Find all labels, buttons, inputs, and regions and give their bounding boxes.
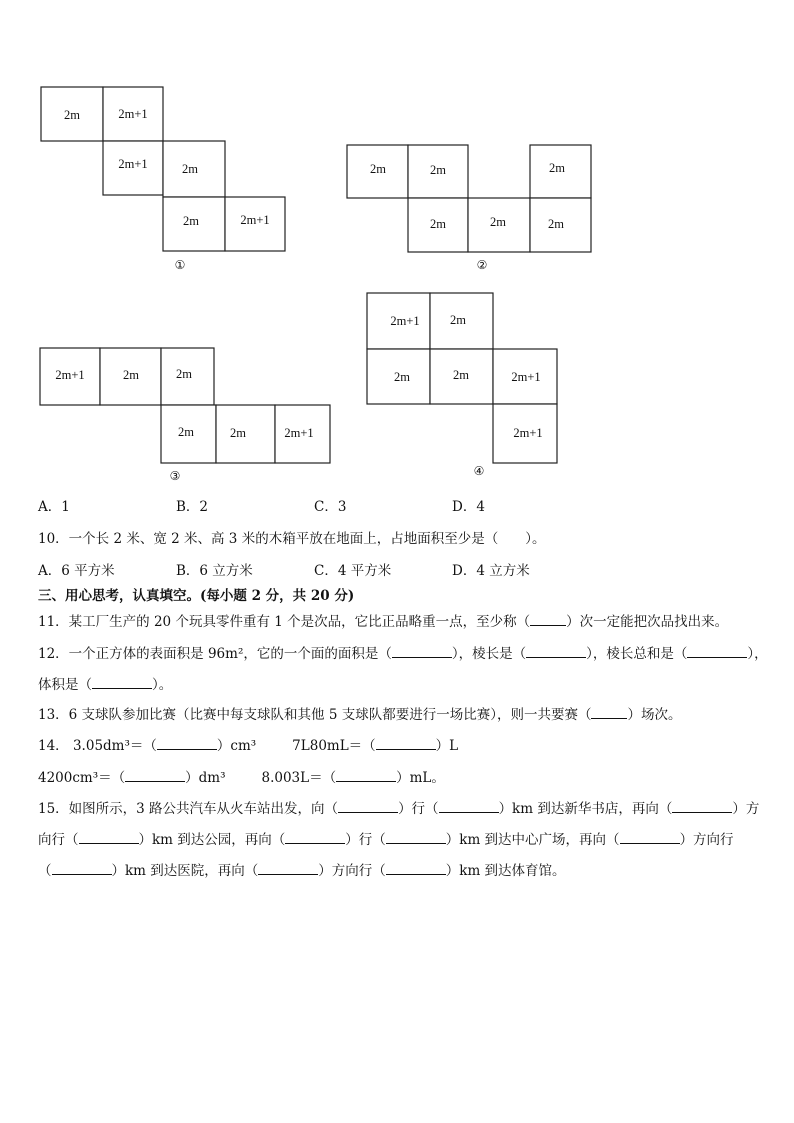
q15-text: ）km 到达公园，再向（ xyxy=(138,832,286,848)
q15-text: ）行（ xyxy=(398,801,439,817)
net-1-cell: 2m xyxy=(182,162,198,176)
q14-blank-3[interactable] xyxy=(125,769,185,782)
q15-text: ）行（ xyxy=(345,832,386,848)
q11 xyxy=(38,612,728,632)
q12-text-d: ）， xyxy=(747,646,768,662)
net-1-cell: 2m+1 xyxy=(240,213,270,227)
q15-text: ）km 到达体育馆。 xyxy=(445,863,566,879)
q12-text-b: ），棱长是（ xyxy=(451,646,527,662)
q15-blank[interactable] xyxy=(258,862,318,875)
net-3-cell: 2m+1 xyxy=(55,368,85,382)
q15-line-1 xyxy=(38,799,759,819)
q12-text-a: 12．一个正方体的表面积是 96m²，它的一个面的面积是（ xyxy=(38,646,392,662)
q12-blank-edge[interactable] xyxy=(526,645,586,658)
net-4-cell: 2m xyxy=(394,370,410,384)
q13-text-b: ）场次。 xyxy=(627,707,682,723)
q15-text: ）方向行（ xyxy=(318,863,386,879)
q14-text-f: ）dm³ xyxy=(185,770,226,786)
q15-blank[interactable] xyxy=(79,831,139,844)
q15-text: 15．如图所示，3 路公共汽车从火车站出发，向（ xyxy=(38,801,339,817)
net-3-cell: 2m xyxy=(178,425,194,439)
q15-text: 向行（ xyxy=(38,832,79,848)
q15-blank[interactable] xyxy=(672,800,732,813)
q14-blank-4[interactable] xyxy=(336,769,396,782)
q12-line-1 xyxy=(38,644,768,664)
q14-line-1 xyxy=(38,736,458,756)
q9-option-c[interactable]: C．3 xyxy=(314,499,347,515)
cube-nets-figure xyxy=(0,0,794,490)
net-1-cell: 2m+1 xyxy=(118,157,148,171)
q9-option-d[interactable]: D．4 xyxy=(452,499,485,515)
net-3-cell: 2m xyxy=(176,367,192,381)
net-1-cell: 2m xyxy=(183,214,199,228)
q9-option-a[interactable]: A．1 xyxy=(38,499,70,515)
q13-blank[interactable] xyxy=(591,706,627,719)
net-3-cell: 2m xyxy=(230,426,246,440)
q15-blank[interactable] xyxy=(439,800,499,813)
q12-text-f: ）。 xyxy=(152,677,173,693)
net-2-cell: 2m xyxy=(370,162,386,176)
q14-text-b: ）cm³ xyxy=(216,738,257,754)
net-1-cell: 2m+1 xyxy=(118,107,148,121)
q12-blank-face-area[interactable] xyxy=(392,645,452,658)
q15-text: ）km 到达新华书店，再向（ xyxy=(498,801,673,817)
q15-blank[interactable] xyxy=(285,831,345,844)
q12-blank-volume[interactable] xyxy=(92,676,152,689)
q11-text-a: 11．某工厂生产的 20 个玩具零件重有 1 个是次品，它比正品略重一点，至少称（ xyxy=(38,614,531,630)
q15-text: （ xyxy=(38,863,52,879)
q10-text: 10．一个长 2 米、宽 2 米、高 3 米的木箱平放在地面上，占地面积至少是（ ）。 xyxy=(38,531,546,547)
net-4-cell: 2m+1 xyxy=(513,426,543,440)
net-2-label: ② xyxy=(476,258,488,272)
q14-text-d: ）L xyxy=(435,738,459,754)
net-4-cell: 2m xyxy=(453,368,469,382)
net-4 xyxy=(367,293,557,478)
q15-line-2 xyxy=(38,830,734,850)
q12-blank-edge-sum[interactable] xyxy=(687,645,747,658)
net-1-label: ① xyxy=(174,258,186,272)
q14-blank-1[interactable] xyxy=(157,737,217,750)
net-1 xyxy=(41,87,285,272)
section-3-title: 三、用心思考，认真填空。(每小题 2 分，共 20 分) xyxy=(38,588,355,604)
net-4-cell: 2m xyxy=(450,313,466,327)
q11-blank[interactable] xyxy=(530,613,566,626)
net-2-cell: 2m xyxy=(549,161,565,175)
q14-text-a: 14． 3.05dm³＝（ xyxy=(38,738,157,754)
q15-line-3 xyxy=(38,861,566,881)
net-4-cell: 2m+1 xyxy=(511,370,541,384)
q15-blank[interactable] xyxy=(52,862,112,875)
net-3-cell: 2m xyxy=(123,368,139,382)
net-3-label: ③ xyxy=(169,469,181,483)
q11-text-b: ）次一定能把次品找出来。 xyxy=(566,614,729,630)
q15-text: ）km 到达医院，再向（ xyxy=(111,863,259,879)
q14-text-c: 7L80mL＝（ xyxy=(292,738,376,754)
q15-blank[interactable] xyxy=(386,862,446,875)
net-2-cell: 2m xyxy=(490,215,506,229)
net-1-cell: 2m xyxy=(64,108,80,122)
q9-option-b[interactable]: B．2 xyxy=(176,499,209,515)
q14-text-e: 4200cm³＝（ xyxy=(38,770,126,786)
q12-line-2 xyxy=(38,675,172,695)
q10-option-d[interactable]: D．4 立方米 xyxy=(452,563,530,579)
q12-text-c: ），棱长总和是（ xyxy=(586,646,688,662)
q10-option-c[interactable]: C．4 平方米 xyxy=(314,563,392,579)
q15-text: ）km 到达中心广场，再向（ xyxy=(445,832,620,848)
q10-option-a[interactable]: A．6 平方米 xyxy=(38,563,115,579)
net-4-cell: 2m+1 xyxy=(390,314,420,328)
net-2-cell: 2m xyxy=(548,217,564,231)
q14-blank-2[interactable] xyxy=(376,737,436,750)
q14-text-h: ）mL。 xyxy=(396,770,445,786)
net-4-label: ④ xyxy=(473,464,485,478)
q13-text-a: 13．6 支球队参加比赛（比赛中每支球队和其他 5 支球队都要进行一场比赛），则一共要赛（ xyxy=(38,707,592,723)
q15-text: ）方向行 xyxy=(679,832,734,848)
q14-text-g: 8.003L＝（ xyxy=(261,770,337,786)
q12-text-e: 体积是（ xyxy=(38,677,92,693)
q15-blank[interactable] xyxy=(386,831,446,844)
q15-blank[interactable] xyxy=(338,800,398,813)
net-3 xyxy=(40,348,330,483)
q10-option-b[interactable]: B．6 立方米 xyxy=(176,563,253,579)
net-2-cell: 2m xyxy=(430,163,446,177)
net-2 xyxy=(347,145,591,272)
net-3-cell: 2m+1 xyxy=(284,426,314,440)
q15-blank[interactable] xyxy=(620,831,680,844)
q13 xyxy=(38,705,681,725)
net-2-cell: 2m xyxy=(430,217,446,231)
q14-line-2 xyxy=(38,768,445,788)
q15-text: ）方 xyxy=(732,801,760,817)
